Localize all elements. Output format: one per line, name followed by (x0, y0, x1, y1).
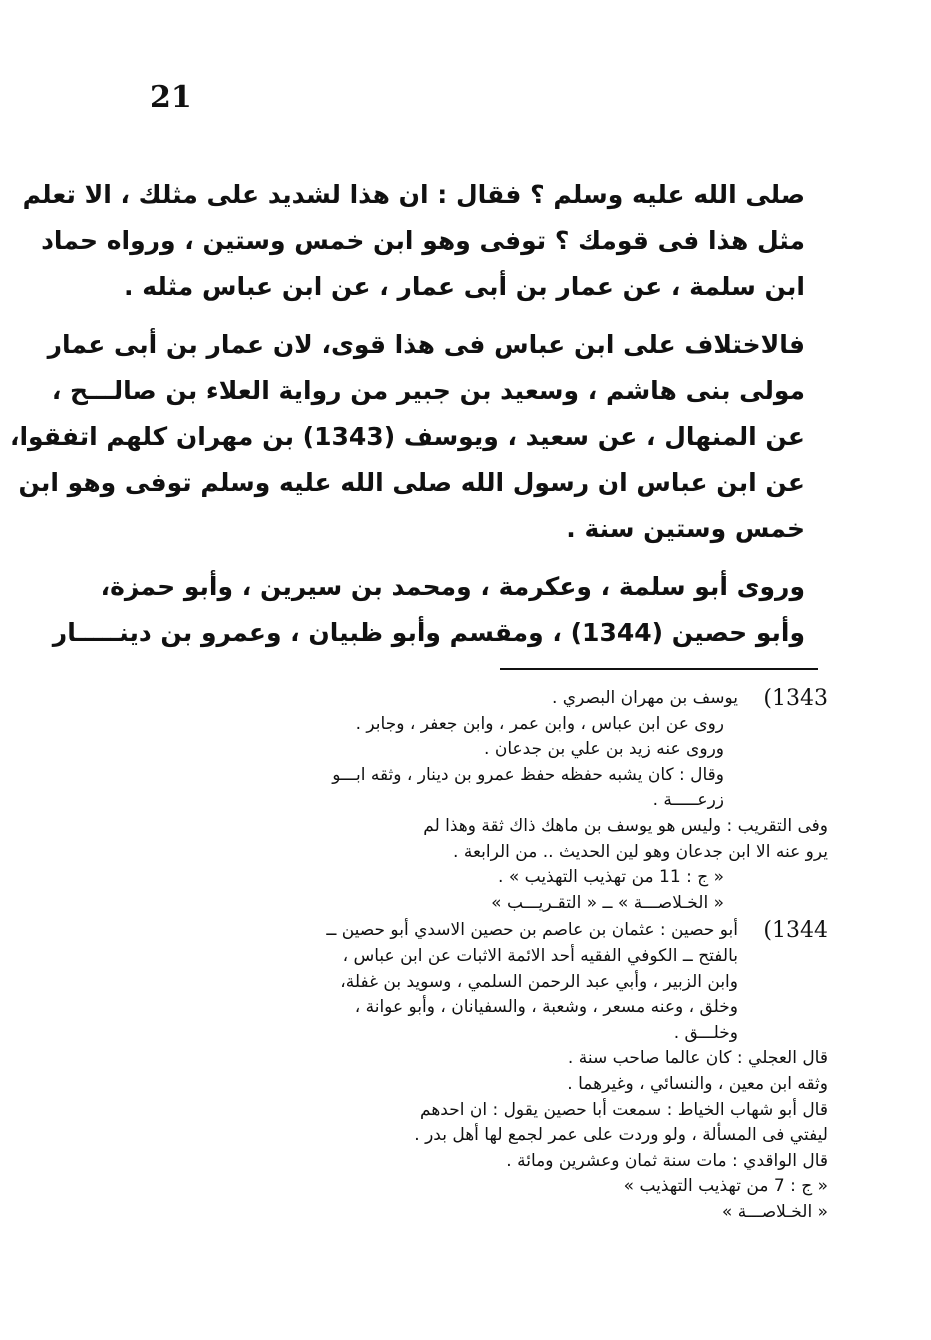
paragraph-2 (9, 322, 805, 552)
text-line: ابن سلمة ، عن عمار بن أبى عمار ، عن ابن عباس مثله . (124, 272, 805, 301)
footnote-number-text: (1343 (763, 686, 828, 711)
text-line: فالاختلاف على ابن عباس فى هذا قوى، لان عمار بن أبى عمار (47, 330, 805, 359)
footnote-number (743, 686, 828, 712)
paragraph-3 (52, 564, 805, 656)
footnote-line: وابن الزبير ، وأبي عبد الرحمن السلمي ، وسويد بن غفلة، (340, 971, 738, 992)
footnote-1344 (133, 918, 828, 1225)
footnote-line: وخلـــق . (673, 1022, 738, 1043)
text-line: صلى الله عليه وسلم ؟ فقال : ان هذا لشديد على مثلك ، الا تعلم (22, 180, 805, 209)
footnote-line: وثقه ابن معين ، والنسائي ، وغيرهما . (567, 1073, 828, 1094)
footnote-line: قال الواقدي : مات سنة ثمان وعشرين ومائة . (506, 1150, 828, 1171)
footnote-number-text: (1344 (763, 918, 828, 944)
footnote-line: « الخـلاصـــة » ــ « التقـريـــب » (491, 892, 724, 913)
footnote-line: قال أبو شهاب الخياط : سمعت أبا حصين يقول : ان احدهم (420, 1099, 828, 1120)
text-line: خمس وستين سنة . (566, 514, 805, 543)
footnote-line: زرعـــــة . (652, 790, 724, 811)
footnote-line: « الخـلاصـــة » (721, 1201, 828, 1222)
footnote-line: وقال : كان يشبه حفظه حفظ عمرو بن دينار ، وثقه ابـــو (332, 764, 724, 785)
text-line: وروى أبو سلمة ، وعكرمة ، ومحمد بن سيرين ، وأبو حمزة، (100, 572, 805, 601)
footnote-line: « ج : 11 من تهذيب التهذيب » . (498, 867, 724, 888)
footnote-line: قال العجلي : كان عالما صاحب سنة . (567, 1048, 828, 1069)
footnote-separator (500, 668, 818, 670)
footnote-line: بالفتح ــ الكوفي الفقيه أحد الائمة الاثبات عن ابن عباس ، (342, 945, 738, 966)
footnote-line: وخلق ، وعنه مسعر ، وشعبة ، والسفيانان ، وأبو عوانة ، (354, 997, 738, 1018)
footnote-number (743, 918, 828, 944)
footnote-line: يوسف بن مهران البصري . (551, 688, 738, 708)
footnote-line: وفى التقريب : وليس هو يوسف بن ماهك ذاك ثقة وهذا لم (423, 815, 828, 836)
footnotes (133, 686, 828, 1225)
text-line: عن ابن عباس ان رسول الله صلى الله عليه وسلم توفى وهو ابن (18, 468, 805, 497)
footnote-line: وروى عنه زيد بن علي بن جدعان . (484, 739, 724, 760)
page-number: 21 (150, 80, 192, 115)
footnote-1343 (133, 686, 828, 916)
footnote-line: يرو عنه الا ابن جدعان وهو لين الحديث .. من الرابعة . (453, 841, 828, 862)
text-line: وأبو حصين (1344) ، ومقسم وأبو ظبيان ، وعمرو بن دينـــــار (52, 618, 805, 647)
main-text (9, 172, 805, 656)
paragraph-1 (22, 172, 805, 310)
footnote-line: روى عن ابن عباس ، وابن عمر ، وابن جعفر ، وجابر . (355, 713, 724, 734)
text-line: مثل هذا فى قومك ؟ توفى وهو ابن خمس وستين ، ورواه حماد (41, 226, 805, 255)
text-line: مولى بنى هاشم ، وسعيد بن جبير من رواية العلاء بن صالـــح ، (51, 376, 805, 405)
footnote-line: ليفتي فى المسألة ، ولو وردت على عمر لجمع لها أهل بدر . (414, 1125, 828, 1146)
text-line: عن المنهال ، عن سعيد ، ويوسف (1343) بن مهران كلهم اتفقوا، (9, 422, 805, 451)
footnote-line: « ج : 7 من تهذيب التهذيب » (623, 1176, 828, 1197)
footnote-line: أبو حصين : عثمان بن عاصم بن حصين الاسدي أبو حصين ــ (326, 920, 738, 941)
